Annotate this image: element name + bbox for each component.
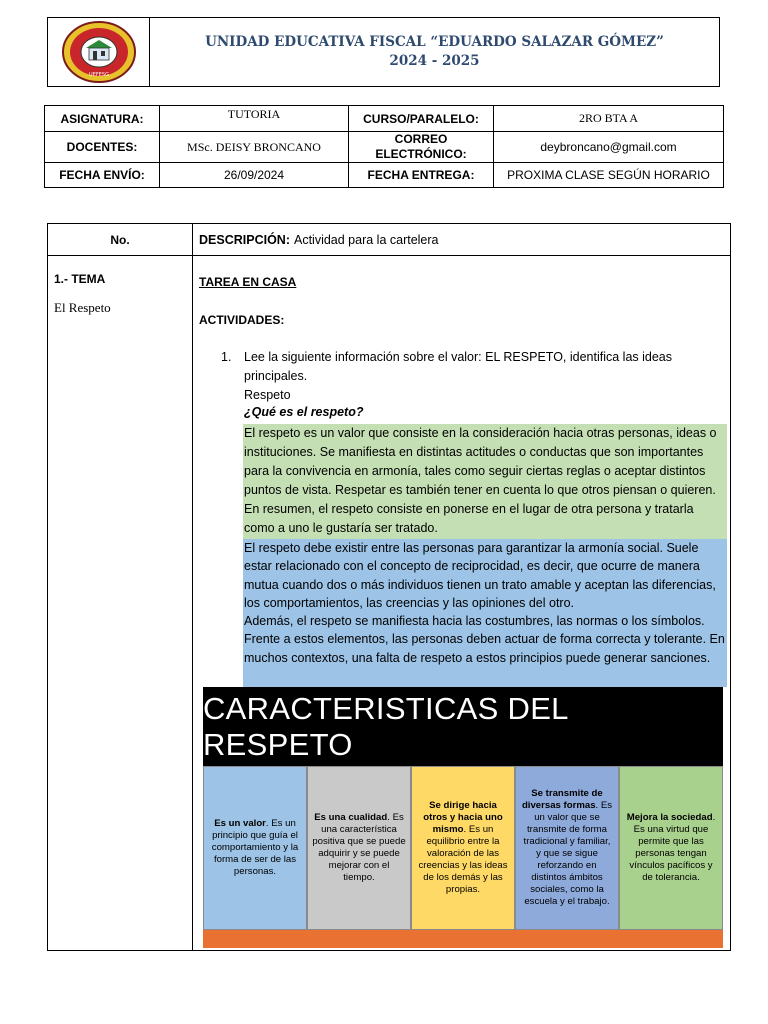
school-logo: [48, 18, 150, 86]
highlight-green-paragraph: El respeto es un valor que consiste en la consideración hacia otras personas, ideas o instituciones. Se manifiesta en distintas actitudes o conductas que son importantes para la convivencia en armonía, tales como seguir ciertas reglas o aceptar distintos puntos de vista. Respetar es también tener en cuenta lo que otros piensan o quieren. En resumen, el respeto consiste en ponerse en el lugar de otra persona y tratarla como a uno le gustaría ser tratado.: [243, 424, 727, 539]
graphic-title: CARACTERISTICAS DEL RESPETO: [203, 687, 723, 766]
envio-label: FECHA ENVÍO:: [45, 163, 160, 188]
docentes-value: MSc. DEISY BRONCANO: [160, 132, 349, 163]
characteristics-cards: [203, 766, 723, 930]
header-title: [150, 18, 719, 86]
correo-label-line2: ELECTRÓNICO:: [375, 147, 467, 161]
entrega-label: FECHA ENTREGA:: [349, 163, 494, 188]
curso-value: 2RO BTA A: [494, 106, 724, 132]
item-subtitle: Respeto: [244, 388, 291, 402]
asignatura-label: ASIGNATURA:: [45, 106, 160, 132]
tema-value: El Respeto: [54, 300, 111, 315]
blue-paragraph-2: Además, el respeto se manifiesta hacia las costumbres, las normas o los símbolos. Frente a estos elementos, las personas deben actuar de forma correcta y tolerante. En muchos contextos, una falta de respeto a estos principios puede generar sanciones.: [244, 614, 725, 665]
info-table: [44, 105, 724, 188]
asignatura-value: TUTORIA: [160, 106, 349, 132]
school-name: UNIDAD EDUCATIVA FISCAL “EDUARDO SALAZAR GÓMEZ”: [205, 34, 664, 50]
header-divider: [48, 255, 730, 256]
logo-text: UEFESG: [89, 72, 109, 78]
desc-label: DESCRIPCIÓN:: [199, 232, 290, 247]
item-number: 1.: [221, 350, 232, 364]
school-period: 2024 - 2025: [389, 53, 480, 69]
activity-table: [47, 223, 731, 951]
item-text: Lee la siguiente información sobre el valor: EL RESPETO, identifica las ideas principales.: [244, 350, 673, 383]
card-cualidad: [307, 766, 411, 930]
actividades-heading: ACTIVIDADES:: [199, 313, 285, 327]
item-text-block: [244, 348, 714, 405]
card-dirige: [411, 766, 515, 930]
card-text: . Es un principio que guía el comportamiento y la forma de ser de las personas.: [211, 818, 299, 877]
card-valor: [203, 766, 307, 930]
document-header: [47, 17, 720, 87]
card-bold: Se transmite de diversas formas: [521, 788, 603, 811]
column-no-header: No.: [110, 232, 130, 247]
highlight-blue-paragraph: [243, 539, 727, 687]
question-heading: ¿Qué es el respeto?: [244, 405, 364, 419]
logo-cell: [48, 18, 150, 86]
column-desc-header: [199, 224, 439, 255]
blue-paragraph-1: El respeto debe existir entre las personas para garantizar la armonía social. Suele estar relacionado con el concepto de reciprocidad, es decir, que ocurre de manera mutua cuando dos o más individuos tienen un trato amable y aceptan las diferencias, los comportamientos, las creencias y las opiniones del otro.: [244, 541, 716, 610]
tarea-heading: TAREA EN CASA: [199, 275, 297, 289]
card-text: . Es una característica positiva que se puede adquirir y se puede mejorar con el tiempo.: [312, 812, 406, 883]
card-bold: Se dirige hacia otros y hacia uno mismo: [423, 800, 503, 835]
card-bold: Es un valor: [214, 818, 266, 829]
curso-label: CURSO/PARALELO:: [349, 106, 494, 132]
graphic-footer-bar: [203, 930, 723, 948]
correo-label: [349, 132, 494, 163]
card-transmite: [515, 766, 619, 930]
card-bold: Mejora la sociedad: [626, 812, 713, 823]
card-text: . Es un valor que se transmite de forma tradicional y familiar, y que se sigue reforzando en distintos ámbitos sociales, como la escuela y el trabajo.: [523, 800, 613, 907]
correo-label-line1: CORREO: [394, 132, 448, 146]
card-sociedad: [619, 766, 723, 930]
entrega-value: PROXIMA CLASE SEGÚN HORARIO: [494, 163, 724, 188]
docentes-label: DOCENTES:: [45, 132, 160, 163]
column-divider: [192, 224, 193, 950]
card-bold: Es una cualidad: [314, 812, 388, 823]
card-text: . Es un equilibrio entre la valoración de las creencias y las ideas de los demás y las propias.: [418, 824, 508, 895]
correo-value: deybroncano@gmail.com: [494, 132, 724, 163]
envio-value: 26/09/2024: [160, 163, 349, 188]
tema-label: 1.- TEMA: [54, 272, 106, 286]
desc-value: Actividad para la cartelera: [293, 232, 439, 247]
card-text: . Es una virtud que permite que las personas tengan vínculos pacíficos y de tolerancia.: [629, 812, 716, 883]
